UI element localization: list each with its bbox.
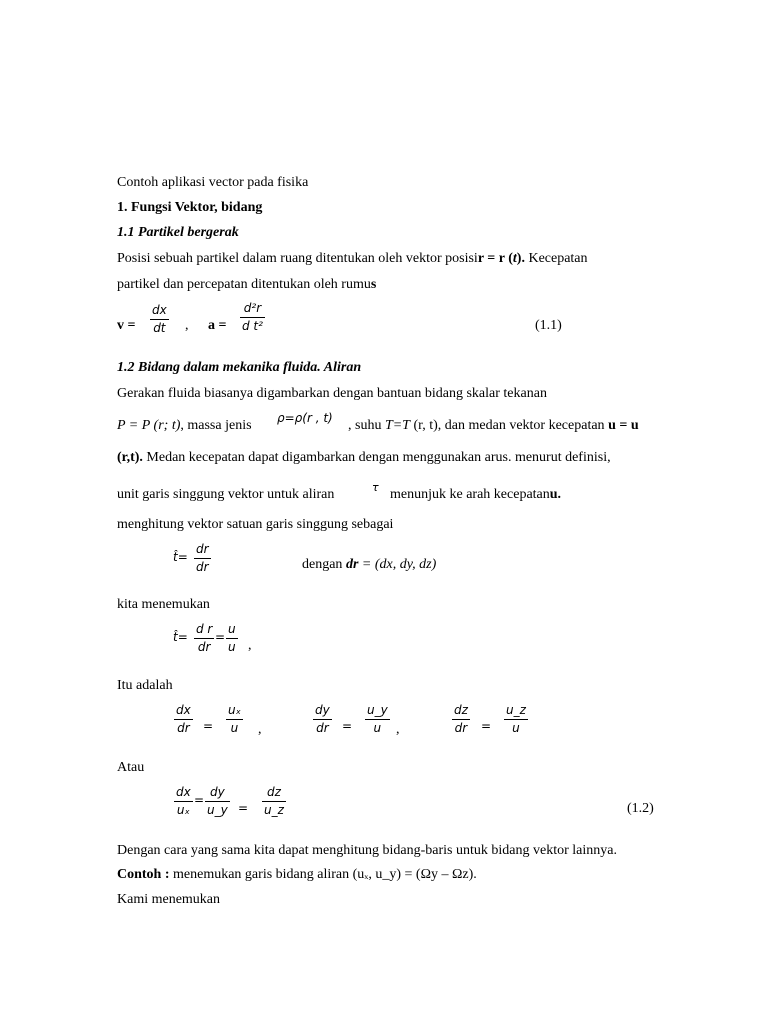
paragraph-partikel [117, 277, 376, 293]
eq1-a-num: d²r [243, 301, 262, 315]
eq4-g3-num: u_z [506, 703, 526, 717]
heading-partikel-bergerak: 1.1 Partikel bergerak [117, 225, 239, 240]
eq2-dengan-text: dengan [302, 557, 346, 572]
eq2-dengan-dr: dr [345, 557, 359, 572]
paragraph-posisi [117, 251, 588, 267]
eq5-dz-uz [262, 785, 286, 817]
pressure-eq: P = P (r; t) [117, 418, 181, 433]
menunjuk-u: u. [549, 487, 562, 502]
paragraph-posisi-text: Posisi sebuah partikel dalam ruang ditentukan oleh vektor posisi [117, 251, 478, 266]
eq5-number: (1.2) [627, 801, 654, 816]
eq1-v-num: dx [152, 303, 167, 317]
eq1-comma: , [185, 318, 189, 333]
eq4-dy-dr [313, 703, 332, 735]
heading-fungsi-vektor: 1. Fungsi Vektor, bidang [117, 200, 263, 215]
eq3-num1: d r [196, 622, 213, 636]
eq1-number: (1.1) [535, 318, 562, 333]
eq2-dengan [302, 557, 436, 573]
eq4-f3-num: dz [454, 703, 468, 717]
tau-symbol: τ [372, 481, 379, 494]
eq5-equals-2: = [238, 801, 249, 815]
eq3-fraction-2 [226, 622, 238, 654]
eq5-f1-num: dx [176, 785, 191, 799]
paragraph-posisi-r: r = r ( [477, 251, 513, 266]
eq3-num2: u [228, 622, 236, 636]
paragraph-medan-kecepatan [117, 450, 611, 466]
paragraph-partikel-s: s [370, 277, 377, 292]
eq5-f3-den: u_z [264, 803, 284, 817]
paragraph-posisi-t: t [512, 251, 517, 266]
eq3-fraction-1 [194, 622, 214, 654]
eq1-v-fraction [150, 303, 169, 335]
paragraph-partikel-text: partikel dan percepatan ditentukan oleh rumu [117, 277, 371, 292]
eq3-equals: = [215, 630, 226, 644]
eq4-g3-den: u [512, 721, 520, 735]
eq5-f3-num: dz [266, 785, 281, 799]
suhu-text: , suhu [348, 418, 385, 433]
paragraph-atau: Atau [117, 760, 145, 775]
velocity-u: u = u [608, 418, 639, 433]
eq1-a-den: d t² [242, 319, 263, 333]
eq4-equals-2: = [342, 719, 353, 733]
eq4-f3-den: dr [454, 721, 468, 735]
paragraph-posisi-close: ). [516, 251, 525, 266]
eq3-den1: dr [197, 640, 211, 654]
paragraph-menghitung: menghitung vektor satuan garis singgung sebagai [117, 517, 394, 532]
eq4-g1-den: u [230, 721, 239, 735]
paragraph-menunjuk [390, 487, 561, 503]
eq4-f1-num: dx [176, 703, 191, 717]
paragraph-contoh [117, 867, 477, 883]
contoh-text: menemukan garis bidang aliran (uₓ, u_y) = (Ωy – Ωz). [169, 867, 477, 882]
eq4-comma-2: , [396, 722, 400, 737]
eq4-g2-num: u_y [367, 703, 388, 717]
suhu-T: T=T [384, 418, 410, 433]
paragraph-itu-adalah: Itu adalah [117, 678, 173, 693]
eq4-dx-dr [174, 703, 193, 735]
menunjuk-text: menunjuk ke arah kecepatan [390, 487, 550, 502]
eq3-lhs: t̂= [173, 630, 188, 644]
eq4-dz-dr [452, 703, 470, 735]
paragraph-posisi-kecepatan: Kecepatan [524, 251, 588, 266]
paragraph-pressure [117, 418, 252, 434]
eq4-g2-den: u [373, 721, 382, 735]
eq2-lhs: t̂= [173, 550, 188, 564]
eq4-f2-den: dr [316, 721, 329, 735]
rt-bold: (r,t). [117, 450, 143, 465]
eq4-comma-1: , [258, 722, 262, 737]
eq4-uy-u [365, 703, 390, 735]
eq4-equals-3: = [481, 719, 492, 733]
eq1-v-den: dt [153, 321, 166, 335]
eq3-den2: u [228, 640, 236, 654]
eq4-g1-num: uₓ [228, 703, 241, 717]
eq5-f2-den: u_y [207, 803, 228, 817]
paragraph-kami-menemukan: Kami menemukan [117, 892, 221, 907]
eq1-a-label: a = [208, 318, 227, 333]
eq1-a-fraction [240, 301, 265, 333]
heading-bidang-mekanika-fluida: 1.2 Bidang dalam mekanika fluida. Aliran [117, 360, 362, 375]
eq5-dx-ux [174, 785, 193, 817]
eq2-dengan-post: = (dx, dy, dz) [358, 557, 437, 572]
paragraph-suhu [348, 418, 639, 434]
rho-equation: ρ=ρ(r , t) [277, 411, 333, 425]
eq5-dy-uy [205, 785, 230, 817]
paragraph-dengan-cara: Dengan cara yang sama kita dapat menghitung bidang-baris untuk bidang vektor lainnya. [117, 843, 617, 858]
paragraph-gerakan-fluida: Gerakan fluida biasanya digambarkan dengan bantuan bidang skalar tekanan [117, 386, 547, 401]
eq3-comma: , [248, 638, 252, 653]
eq4-f2-num: dy [315, 703, 330, 717]
suhu-post-text: (r, t), dan medan vektor kecepatan [409, 418, 609, 433]
eq2-den: dr [196, 560, 209, 574]
eq4-ux-u [226, 703, 243, 735]
eq4-f1-den: dr [177, 721, 190, 735]
eq1-v-label: v = [117, 318, 136, 333]
eq2-num: dr [196, 542, 209, 556]
massa-jenis-text: , massa jenis [180, 418, 252, 433]
eq2-fraction [194, 542, 211, 574]
paragraph-kita-menemukan: kita menemukan [117, 597, 210, 612]
contoh-label: Contoh : [117, 867, 170, 882]
eq4-equals-1: = [203, 719, 214, 733]
paragraph-unit-garis: unit garis singgung vektor untuk aliran [117, 487, 335, 502]
intro-text: Contoh aplikasi vector pada fisika [117, 175, 309, 190]
eq4-uz-u [504, 703, 528, 735]
eq5-f1-den: uₓ [176, 803, 190, 817]
eq5-equals-1: = [194, 793, 205, 807]
eq5-f2-num: dy [210, 785, 225, 799]
medan-kecepatan-text: Medan kecepatan dapat digambarkan dengan menggunakan arus. menurut definisi, [142, 450, 611, 465]
